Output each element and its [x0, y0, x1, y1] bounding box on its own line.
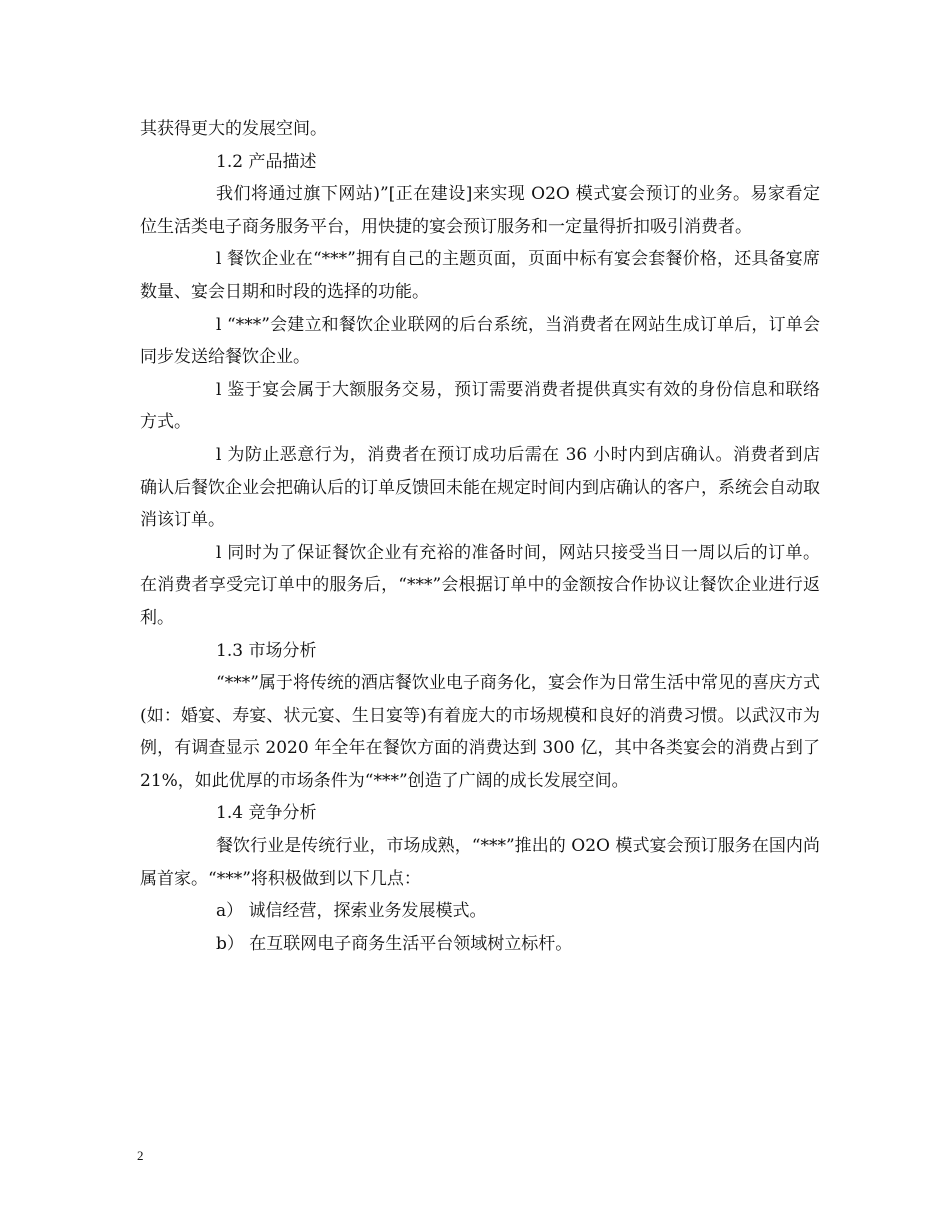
body-paragraph: “***”属于将传统的酒店餐饮业电子商务化，宴会作为日常生活中常见的喜庆方式(如：婚宴、寿宴、状元宴、生日宴等)有着庞大的市场规模和良好的消费习惯。以武汉市为例，有调查显示 2020 年全年在餐饮方面的消费达到 300 亿，其中各类宴会的消费占到了 21%，如此优厚的市场条件为“***”创造了广阔的成长发展空间。: [140, 673, 820, 791]
list-item: b） 在互联网电子商务生活平台领域树立标杆。: [216, 933, 573, 954]
list-item: a） 诚信经营，探索业务发展模式。: [216, 901, 487, 922]
body-paragraph: 餐饮行业是传统行业，市场成熟，“***”推出的 O2O 模式宴会预订服务在国内尚属首家。“***”将积极做到以下几点：: [140, 836, 820, 889]
section-heading-market-analysis: 1.3 市场分析: [216, 640, 317, 661]
continuation-paragraph: 其获得更大的发展空间。: [140, 119, 327, 139]
bullet-paragraph: l 为防止恶意行为，消费者在预订成功后需在 36 小时内到店确认。消费者到店确认后餐饮企业会把确认后的订单反馈回未能在规定时间内到店确认的客户，系统会自动取消该订单。: [140, 444, 820, 531]
document-body: [140, 113, 820, 960]
section-heading-product-description: 1.2 产品描述: [216, 151, 317, 172]
page-number: 2: [137, 1148, 144, 1163]
bullet-paragraph: l 同时为了保证餐饮企业有充裕的准备时间，网站只接受当日一周以后的订单。在消费者享受完订单中的服务后，“***”会根据订单中的金额按合作协议让餐饮企业进行返利。: [140, 542, 820, 628]
section-heading-competition-analysis: 1.4 竞争分析: [216, 803, 317, 824]
bullet-paragraph: l 鉴于宴会属于大额服务交易，预订需要消费者提供真实有效的身份信息和联络方式。: [140, 379, 820, 433]
body-paragraph: 我们将通过旗下网站)”[正在建设]来实现 O2O 模式宴会预订的业务。易家看定位生活类电子商务服务平台，用快捷的宴会预订服务和一定量得折扣吸引消费者。: [140, 184, 820, 237]
bullet-paragraph: l “***”会建立和餐饮企业联网的后台系统，当消费者在网站生成订单后，订单会同步发送给餐饮企业。: [140, 314, 820, 368]
bullet-paragraph: l 餐饮企业在“***”拥有自己的主题页面，页面中标有宴会套餐价格，还具备宴席数量、宴会日期和时段的选择的功能。: [140, 249, 820, 302]
